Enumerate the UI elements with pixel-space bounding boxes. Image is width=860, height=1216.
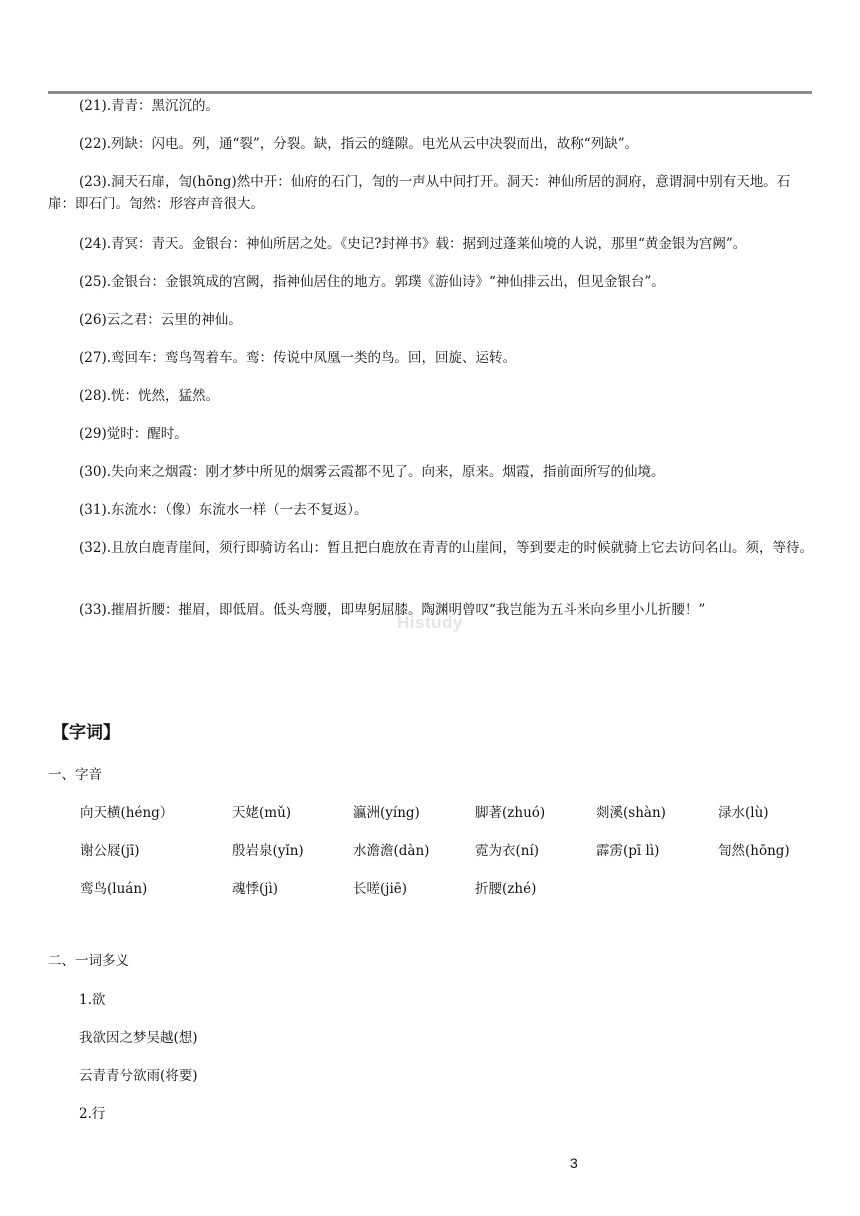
- note-28: [48, 385, 814, 407]
- note-text: (31).东流水：（像）东流水一样（一去不复返）。: [79, 502, 368, 518]
- pronunciation-heading: 一、字音: [48, 767, 102, 783]
- note-text: (22).列缺：闪电。列，通“裂”，分裂。缺，指云的缝隙。电光从云中决裂而出，故称“列缺”。: [79, 136, 639, 152]
- section-title: 【字词】: [52, 723, 120, 743]
- pronunciation-item: 向天横(héng）: [80, 805, 174, 821]
- pronunciation-item: 殷岩泉(yǐn): [232, 843, 304, 859]
- note-text: (33).摧眉折腰：摧眉，即低眉。低头弯腰，即卑躬屈膝。陶渊明曾叹“我岂能为五斗米向乡里小儿折腰！”: [79, 602, 706, 618]
- page-number: 3: [570, 1155, 578, 1171]
- pronunciation-item: 訇然(hōng): [718, 843, 790, 859]
- note-25: [48, 271, 814, 293]
- note-32: [48, 537, 814, 559]
- pronunciation-item: 脚著(zhuó): [475, 805, 546, 821]
- note-22: [48, 133, 814, 155]
- note-text: (32).且放白鹿青崖间，须行即骑访名山：暂且把白鹿放在青青的山崖间，等到要走的时候就骑上它去访问名山。须，等待。: [79, 540, 814, 556]
- pronunciation-item: 折腰(zhé): [475, 881, 537, 897]
- pronunciation-item: 剡溪(shàn): [596, 805, 666, 821]
- note-text: (29)觉时：醒时。: [79, 426, 188, 442]
- note-text: (30).失向来之烟霞：刚才梦中所见的烟雾云霞都不见了。向来，原来。烟霞，指前面所写的仙境。: [79, 464, 665, 480]
- note-30: [48, 461, 814, 483]
- pronunciation-item: 长嗟(jiē): [353, 881, 408, 897]
- note-text: (28).恍：恍然，猛然。: [79, 388, 220, 404]
- pronunciation-item: 鸾鸟(luán): [80, 881, 148, 897]
- polysemy-item-1: 1.欲: [79, 992, 106, 1008]
- pronunciation-item: 天姥(mǔ): [232, 805, 292, 821]
- note-26: [48, 309, 814, 331]
- pronunciation-item: 霓为衣(ní): [475, 843, 540, 859]
- note-31: [48, 499, 814, 521]
- note-text: (25).金银台：金银筑成的宫阙，指神仙居住的地方。郭璞《游仙诗》“神仙排云出，但见金银台”。: [79, 274, 665, 290]
- pronunciation-item: 谢公屐(jī): [80, 843, 140, 859]
- pronunciation-item: 瀛洲(yíng): [353, 805, 420, 821]
- note-27: [48, 347, 814, 369]
- note-text: (24).青冥：青天。金银台：神仙所居之处。《史记?封禅书》载：据到过蓬莱仙境的人说，那里“黄金银为宫阙”。: [79, 236, 747, 252]
- pronunciation-item: 渌水(lù): [718, 805, 769, 821]
- note-text: (26)云之君：云里的神仙。: [79, 312, 242, 328]
- watermark-logo: Histudy: [397, 613, 463, 632]
- polysemy-heading: 二、一词多义: [48, 953, 129, 969]
- pronunciation-item: 魂悸(jì): [232, 881, 279, 897]
- note-text: (21).青青：黑沉沉的。: [79, 98, 220, 114]
- note-21: [48, 95, 814, 117]
- polysemy-example: 云青青兮欲雨(将要): [79, 1068, 198, 1084]
- polysemy-item-2: 2.行: [79, 1106, 106, 1122]
- note-text: (27).鸾回车：鸾鸟驾着车。鸾：传说中凤凰一类的鸟。回，回旋、运转。: [79, 350, 517, 366]
- header-rule: [48, 91, 812, 94]
- polysemy-example: 我欲因之梦吴越(想): [79, 1030, 198, 1046]
- note-23: [48, 171, 814, 215]
- note-24: [48, 233, 814, 255]
- pronunciation-item: 霹雳(pī lì): [596, 843, 660, 859]
- pronunciation-item: 水澹澹(dàn): [353, 843, 430, 859]
- note-text: (23).洞天石扉，訇(hōng)然中开：仙府的石门，訇的一声从中间打开。洞天：神仙所居的洞府，意谓洞中别有天地。石扉：即石门。訇然：形容声音很大。: [48, 174, 791, 212]
- note-29: [48, 423, 814, 445]
